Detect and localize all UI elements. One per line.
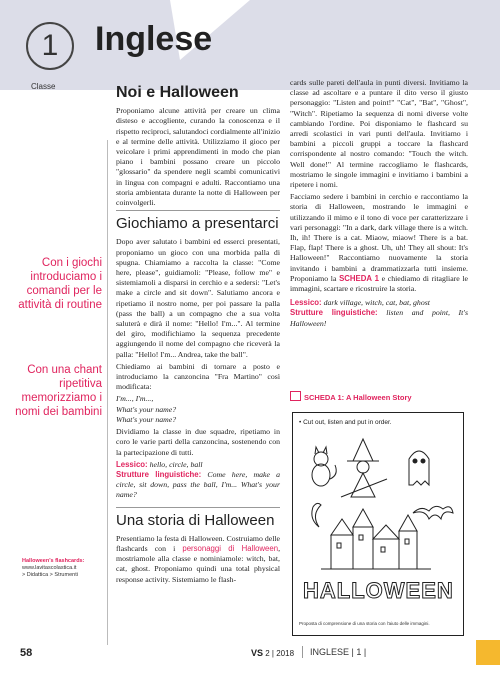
worksheet-box bbox=[292, 412, 464, 636]
storytelling-text-a: Facciamo sedere i bambini in cerchio e raccontiamo la storia di Halloween, mostrando le immagini e utilizzando il mimo e il tono di voce per caratterizzare i vari personaggi: "In a dark, dark village there is a witch. Ih, ih! There is a cat. Miaow, miaow! There is a bat. Flap, flap! There is a ghost. Uh, uh! They all shout: It's Halloween!" Raccontiamo nuovamente la storia invitando i bambini a drammatizzarla tutti insieme. Proponiamo la bbox=[290, 192, 468, 283]
right-strutture-words: listen and point, It's Halloween! bbox=[290, 308, 468, 328]
storytelling-text-c: e chiediamo di ritagliare le immagini, scartare e ricostruire la storia. bbox=[290, 273, 469, 294]
worksheet-caption: Proposta di comprensione di una storia con l'aiuto delle immagini. bbox=[299, 621, 430, 626]
footer-accent bbox=[476, 640, 500, 665]
section-divider bbox=[116, 210, 280, 211]
flashcards-paragraph: cards sulle pareti dell'aula in punti diversi. Invitiamo la classe ad ascoltare e a puntare il dito verso il giusto personaggio: "Listen and point!" "Cat", "Bat", "Ghost", "Witch". Ripetiamo la sequenza di nomi diverse volte cambiando l'ordine. Poi disponiamo le flashcard su arredi scolastici in vari punti dell'aula. Invitiamo i bambini a piccoli gruppi a toccare la flashcard corrispondente al nostro comando: "Touch the witch. Well done!" Al termine raccogliamo le flashcards, mostriamo le singole immagini e invitiamo i bambini a ripetere i nomi. bbox=[290, 78, 468, 190]
cat-icon bbox=[312, 447, 336, 486]
lessico-line bbox=[116, 460, 280, 470]
class-badge-label: Classe bbox=[31, 82, 56, 91]
worksheet-instruction: • Cut out, listen and put in order. bbox=[299, 419, 392, 426]
intro-paragraph: Proponiamo alcune attività per creare un clima disteso e accogliente, curando la conoscenza e il rispetto reciproci, salutandoci cordialmente all'inizio e al termine delle attività. Utilizziamo il gioco per veicolare i primi apprendimenti in modo che pian piano i bambini possano creare un piccolo "glossario" da spendere negli scambi comunicativi in lingua con compagni e adulti. Raccontiamo una storia ambientata durante la notte di Halloween per coinvolgerli. bbox=[116, 106, 280, 208]
right-lessico-words: dark village, witch, cat, bat, ghost bbox=[323, 298, 430, 308]
scheda-header-label: SCHEDA 1 bbox=[304, 393, 342, 402]
strutture-words: Come here, make a circle, sit down, pass the ball, I'm... What's your name? bbox=[116, 469, 280, 500]
right-column bbox=[290, 78, 468, 331]
sidebar-divider bbox=[107, 140, 108, 645]
witch-icon bbox=[341, 439, 387, 497]
section-divider bbox=[116, 507, 280, 508]
footer-divider bbox=[302, 646, 303, 658]
sidebar-note-chant-text: Con una chant ripetitiva memorizziamo i nomi dei bambini bbox=[15, 364, 102, 418]
class-badge: 1 bbox=[26, 22, 74, 70]
heading-giochiamo: Giochiamo a presentarci bbox=[116, 215, 279, 233]
reference-url[interactable]: www.lavitascolastica.it bbox=[22, 565, 77, 571]
right-lessico-line bbox=[290, 298, 468, 308]
moon-icon bbox=[312, 503, 321, 527]
game-paragraph: Dopo aver salutato i bambini ed esserci presentati, proponiamo un gioco con una morbida palla di spugna. Chiamiamo a raccolta la classe: "Come here, please", guidiamoli: "Please, follow me" e sistemiamoli a disparsi in cerchio e a sedersi: "Let's make a circle and sit down". Salutiamo ancora e ripetiamo il nostro nome, per poi passare la palla (pass the ball) a un compagno che a sua volta saluterà e dirà il nome: "Hello! I'm...". Al termine del giro, modifichiamo la sequenza precedente aggiungendo il nome del compagno che riceverà la palla: "Hello! I'm... Andrea, take the ball". bbox=[116, 237, 280, 359]
worksheet-icon bbox=[290, 391, 301, 401]
story-highlight: personaggi di Halloween bbox=[182, 543, 279, 553]
story-text-c: , mostriamole alla classe e nominiamole: witch, bat, cat, ghost. Proponiamo quindi una total physical response activity. Sistemiamo le flash- bbox=[116, 543, 281, 584]
scheda-ref: SCHEDA 1 bbox=[339, 273, 379, 283]
strutture-line bbox=[116, 470, 280, 501]
village-icon bbox=[321, 509, 431, 569]
lessico-label: Lessico: bbox=[116, 459, 148, 469]
reference-title: Halloween's flashcards: bbox=[22, 558, 85, 564]
page-number: 58 bbox=[20, 647, 33, 659]
heading-noi-e-halloween: Noi e Halloween bbox=[116, 84, 239, 101]
teams-paragraph: Dividiamo la classe in due squadre, ripetiamo in coro le varie parti della canzoncina, sostenendo con la partecipazione di tutti. bbox=[116, 427, 280, 457]
heading-storia: Una storia di Halloween bbox=[116, 511, 275, 529]
left-column bbox=[116, 78, 280, 587]
page-title: Inglese bbox=[95, 20, 213, 58]
halloween-illustration bbox=[301, 435, 455, 575]
bat-icon bbox=[413, 506, 453, 519]
story-text-a: Presentiamo la festa di Halloween. Costruiamo delle flashcards con i bbox=[116, 533, 280, 553]
magazine-issue bbox=[251, 648, 294, 658]
sidebar-reference bbox=[22, 558, 102, 579]
sidebar-note-games-text: Con i giochi introduciamo i comandi per le attività di routine bbox=[18, 257, 102, 311]
issue-number: 2 | 2018 bbox=[265, 649, 295, 658]
chant-line-3: What's your name? bbox=[116, 414, 177, 424]
header-decoration bbox=[0, 0, 500, 90]
ghost-icon bbox=[409, 451, 429, 485]
song-paragraph: Chiediamo ai bambini di tornare a posto e introduciamo la canzoncina "Fra Martino" così modificata: bbox=[116, 361, 280, 392]
sidebar-note-chant bbox=[2, 363, 102, 419]
chant-line-2: What's your name? bbox=[116, 404, 177, 414]
sidebar-note-games bbox=[2, 256, 102, 312]
halloween-word: HALLOWEEN bbox=[303, 578, 454, 603]
right-strutture-label: Strutture linguistiche: bbox=[290, 308, 378, 318]
strutture-label: Strutture linguistiche: bbox=[116, 469, 202, 479]
magazine-logo: VS bbox=[251, 648, 264, 658]
storytelling-paragraph bbox=[290, 192, 468, 294]
reference-path: > Didattica > Strumenti bbox=[22, 572, 78, 578]
lessico-words: hello, circle, ball bbox=[149, 459, 203, 469]
right-strutture-line bbox=[290, 308, 468, 328]
scheda-header-title: : A Halloween Story bbox=[341, 393, 412, 402]
story-paragraph bbox=[116, 534, 280, 585]
footer-breadcrumb: INGLESE | 1 | bbox=[310, 647, 367, 657]
right-lessico-label: Lessico: bbox=[290, 298, 322, 308]
chant-line-1: I'm..., I'm..., bbox=[116, 394, 154, 404]
scheda-header bbox=[290, 391, 468, 403]
